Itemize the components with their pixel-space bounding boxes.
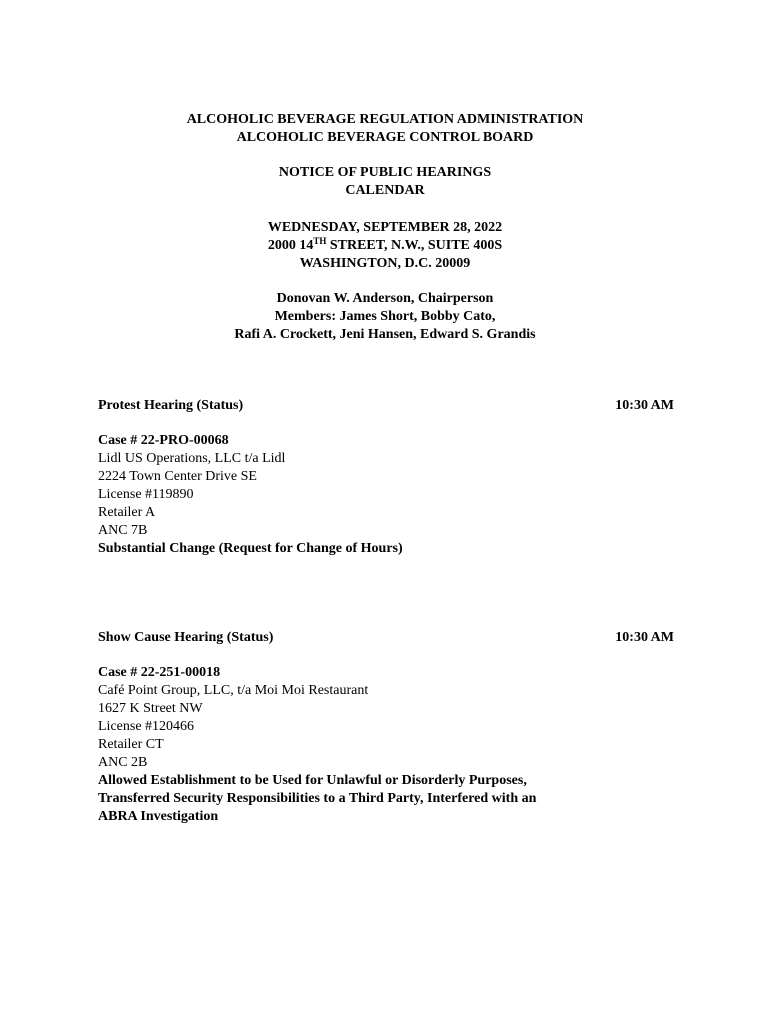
hearing-matter-line-3: ABRA Investigation [98, 809, 219, 824]
agency-heading [0, 111, 770, 147]
hearing-time: 10:30 AM [615, 630, 674, 645]
agency-name: ALCOHOLIC BEVERAGE REGULATION ADMINISTRATION [186, 112, 584, 127]
chairperson: Donovan W. Anderson, Chairperson [276, 291, 494, 306]
license-number: License #119890 [98, 487, 194, 502]
hearing-date: WEDNESDAY, SEPTEMBER 28, 2022 [267, 220, 503, 235]
hearing-type-label: Show Cause Hearing (Status) [98, 630, 274, 645]
case-number: Case # 22-251-00018 [98, 665, 221, 680]
notice-heading [0, 164, 770, 200]
address-number: 2000 14 [267, 238, 314, 253]
hearing-case-block [98, 432, 618, 558]
anc: ANC 7B [98, 523, 148, 538]
address-street: STREET, N.W., SUITE 400S [326, 238, 503, 253]
board-name: ALCOHOLIC BEVERAGE CONTROL BOARD [236, 130, 534, 145]
licensee-address: 2224 Town Center Drive SE [98, 469, 257, 484]
hearing-matter-line-1: Allowed Establishment to be Used for Unlawful or Disorderly Purposes, [98, 773, 527, 788]
notice-title: NOTICE OF PUBLIC HEARINGS [278, 165, 492, 180]
hearing-time: 10:30 AM [615, 398, 674, 413]
license-class: Retailer CT [98, 737, 164, 752]
members-line-2: Rafi A. Crockett, Jeni Hansen, Edward S. Grandis [234, 327, 536, 342]
board-members [0, 290, 770, 344]
license-number: License #120466 [98, 719, 195, 734]
hearing-matter-line-2: Transferred Security Responsibilities to a Third Party, Interfered with an [98, 791, 537, 806]
calendar-title: CALENDAR [345, 183, 425, 198]
anc: ANC 2B [98, 755, 148, 770]
hearing-date-location [0, 219, 770, 273]
licensee-name: Lidl US Operations, LLC t/a Lidl [98, 451, 286, 466]
licensee-address: 1627 K Street NW [98, 701, 203, 716]
hearing-type [98, 397, 618, 415]
address-superscript: TH [313, 236, 327, 246]
members-line-1: Members: James Short, Bobby Cato, [274, 309, 496, 324]
hearing-matter: Substantial Change (Request for Change of Hours) [98, 541, 403, 556]
case-number: Case # 22-PRO-00068 [98, 433, 229, 448]
hearing-address [0, 237, 770, 255]
hearing-type [98, 629, 618, 647]
hearing-case-block [98, 664, 618, 826]
hearing-city: WASHINGTON, D.C. 20009 [299, 256, 471, 271]
hearing-type-label: Protest Hearing (Status) [98, 398, 244, 413]
license-class: Retailer A [98, 505, 156, 520]
licensee-name: Café Point Group, LLC, t/a Moi Moi Restaurant [98, 683, 369, 698]
